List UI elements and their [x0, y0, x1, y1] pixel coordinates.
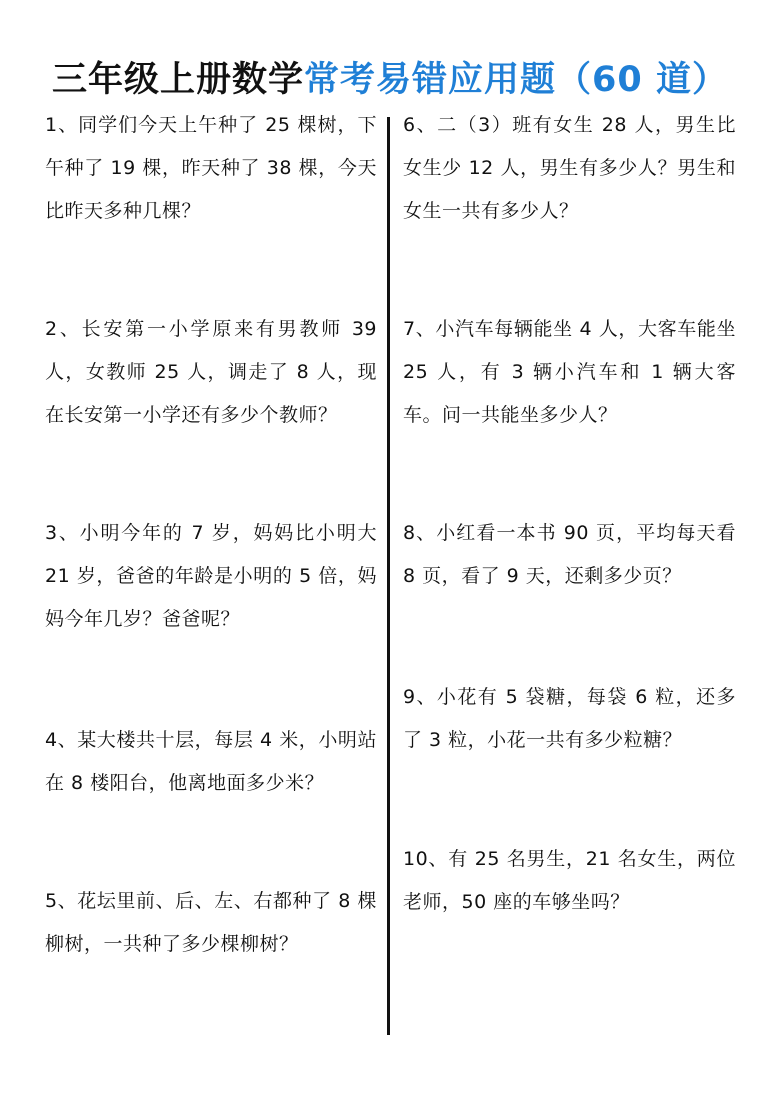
problem-10: 10、有 25 名男生，21 名女生，两位老师，50 座的车够坐吗？: [403, 848, 736, 913]
problem-8: 8、小红看一本书 90 页，平均每天看 8 页，看了 9 天，还剩多少页？: [403, 522, 736, 587]
problem-9: 9、小花有 5 袋糖，每袋 6 粒，还多了 3 粒，小花一共有多少粒糖？: [403, 686, 736, 751]
problem-6: 6、二（3）班有女生 28 人，男生比女生少 12 人，男生有多少人？男生和女生一共有多少人？: [403, 114, 736, 222]
title-part-topic: 常考易错应用题（60 道）: [304, 60, 728, 100]
page-title: [0, 52, 780, 102]
column-divider: [387, 117, 390, 1035]
problem-4: 4、某大楼共十层，每层 4 米，小明站在 8 楼阳台，他离地面多少米？: [45, 729, 377, 794]
problem-1: 1、同学们今天上午种了 25 棵树，下午种了 19 棵，昨天种了 38 棵，今天比昨天多种几棵？: [45, 114, 377, 222]
problem-3: 3、小明今年的 7 岁，妈妈比小明大 21 岁，爸爸的年龄是小明的 5 倍，妈妈今年几岁？爸爸呢？: [45, 522, 377, 630]
title-part-grade: 三年级上册数学: [52, 60, 305, 100]
problem-2: 2、长安第一小学原来有男教师 39 人，女教师 25 人，调走了 8 人，现在长安第一小学还有多少个教师？: [45, 318, 377, 426]
problem-7: 7、小汽车每辆能坐 4 人，大客车能坐 25 人，有 3 辆小汽车和 1 辆大客车。问一共能坐多少人？: [403, 318, 736, 426]
problem-5: 5、花坛里前、后、左、右都种了 8 棵柳树，一共种了多少棵柳树？: [45, 890, 377, 955]
